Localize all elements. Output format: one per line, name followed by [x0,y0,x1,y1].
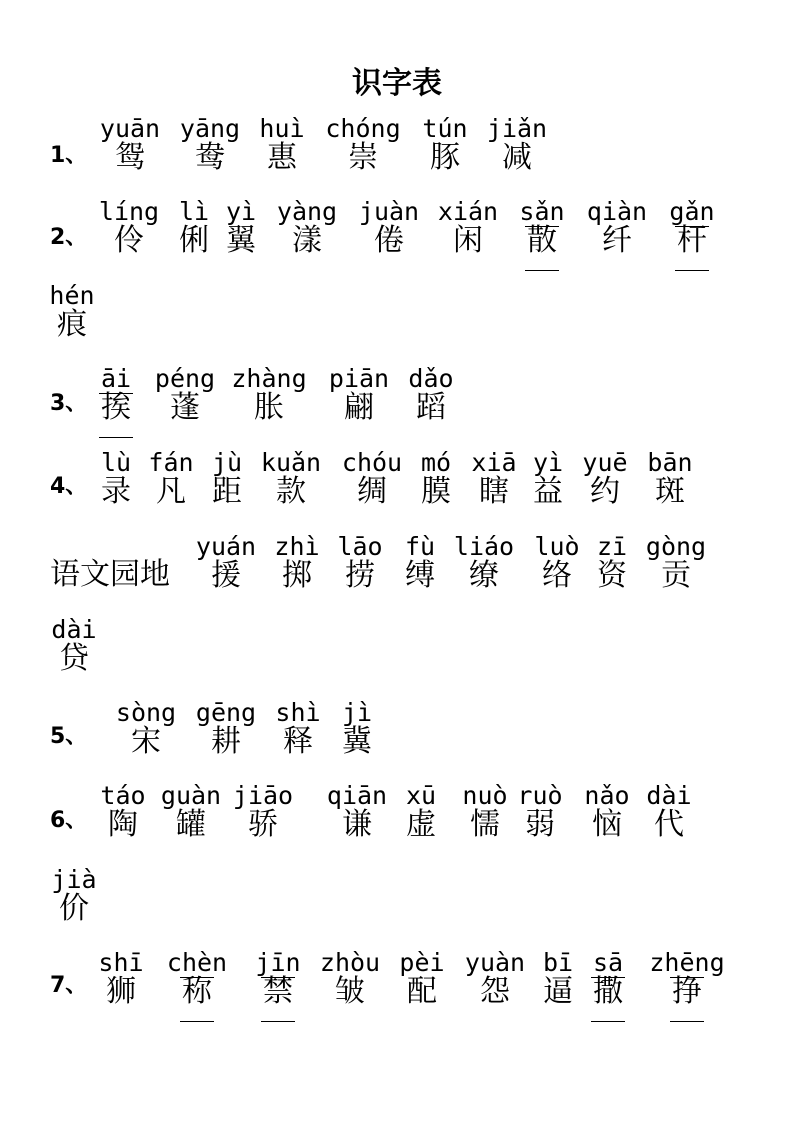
chinese-character: 逼 [543,974,573,1009]
chinese-character: 闲 [453,223,483,258]
chinese-character: 凡 [156,474,186,509]
pinyin: gòng [645,532,707,561]
pinyin: jià [51,865,97,894]
pinyin: yàng [276,197,338,226]
pinyin: guàn [160,781,222,810]
pinyin: zhēng [649,948,725,977]
pinyin: zī [596,532,628,561]
pinyin: bān [647,448,693,477]
chinese-character: 翼 [226,223,256,258]
polyphone-line-upper [180,977,214,978]
chinese-character: 崇 [348,140,378,175]
pinyin: yuān [99,114,161,143]
pinyin: sā [592,948,624,977]
chinese-character: 捞 [345,558,375,593]
chinese-character: 贷 [59,641,89,676]
chinese-character: 绸 [357,474,387,509]
chinese-character: 减 [502,140,532,175]
chinese-character: 款 [276,474,306,509]
pinyin: sǎn [519,197,565,226]
chinese-character: 膜 [421,474,451,509]
polyphone-line-lower [261,1021,295,1022]
chinese-character: 录 [101,474,131,509]
chinese-character: 弱 [525,807,555,842]
chinese-character: 翩 [344,390,374,425]
chinese-character: 伶 [114,223,144,258]
chinese-character: 称 [182,974,212,1009]
section-label: 2、 [50,225,88,250]
section-label: 6、 [50,808,88,833]
pinyin: liáo [453,532,515,561]
pinyin: xián [437,197,499,226]
polyphone-line-lower [670,1021,704,1022]
chinese-character: 痕 [57,307,87,342]
chinese-character: 代 [654,807,684,842]
pinyin: zhòu [319,948,381,977]
polyphone-line-upper [675,226,709,227]
pinyin: shī [98,948,144,977]
section-label: 3、 [50,391,88,416]
pinyin: lù [100,448,132,477]
pinyin: chóu [341,448,403,477]
chinese-character: 陶 [108,807,138,842]
pinyin: fán [148,448,194,477]
chinese-character: 挣 [672,974,702,1009]
chinese-character: 撒 [593,974,623,1009]
chinese-character: 耕 [211,724,241,759]
chinese-character: 皱 [335,974,365,1009]
chinese-character: 配 [407,974,437,1009]
chinese-character: 缚 [405,558,435,593]
pinyin: luò [534,532,580,561]
chinese-character: 援 [211,558,241,593]
pinyin: gēng [195,698,257,727]
chinese-character: 释 [283,724,313,759]
pinyin: nuò [462,781,508,810]
chinese-character: 禁 [263,974,293,1009]
pinyin: xiā [471,448,517,477]
pinyin: chóng [325,114,401,143]
pinyin: piān [328,364,390,393]
section-label: 4、 [50,474,88,499]
pinyin: yuán [195,532,257,561]
polyphone-line-lower [180,1021,214,1022]
chinese-character: 倦 [374,223,404,258]
chinese-character: 斑 [655,474,685,509]
chinese-character: 鸯 [195,140,225,175]
pinyin: pèi [399,948,445,977]
chinese-character: 谦 [342,807,372,842]
pinyin: dài [51,615,97,644]
polyphone-line-lower [591,1021,625,1022]
chinese-character: 贡 [661,558,691,593]
chinese-character: 胀 [254,390,284,425]
pinyin: mó [420,448,452,477]
pinyin: sòng [115,698,177,727]
chinese-character: 杆 [677,223,707,258]
section-label: 7、 [50,973,88,998]
pinyin: shì [275,698,321,727]
chinese-character: 距 [212,474,242,509]
chinese-character: 散 [527,223,557,258]
chinese-character: 约 [590,474,620,509]
section-label: 语文园地 [50,557,170,592]
pinyin: lāo [337,532,383,561]
pinyin: yāng [179,114,241,143]
pinyin: lì [178,197,210,226]
section-label: 1、 [50,143,88,168]
page-title: 识字表 [352,66,442,101]
pinyin: chèn [166,948,228,977]
chinese-character: 宋 [131,724,161,759]
section-label: 5、 [50,724,88,749]
pinyin: ruò [517,781,563,810]
chinese-character: 冀 [342,724,372,759]
pinyin: táo [100,781,146,810]
pinyin: líng [98,197,160,226]
chinese-character: 络 [542,558,572,593]
chinese-character: 益 [533,474,563,509]
pinyin: jì [341,698,373,727]
chinese-character: 虚 [406,807,436,842]
polyphone-line-upper [525,226,559,227]
chinese-character: 懦 [470,807,500,842]
chinese-character: 豚 [430,140,460,175]
pinyin: yì [532,448,564,477]
polyphone-line-lower [99,437,133,438]
chinese-character: 骄 [248,807,278,842]
chinese-character: 罐 [176,807,206,842]
chinese-character: 价 [59,891,89,926]
pinyin: hén [49,281,95,310]
pinyin: gǎn [669,197,715,226]
pinyin: qiān [326,781,388,810]
chinese-character: 恼 [592,807,622,842]
pinyin: tún [422,114,468,143]
chinese-character: 俐 [179,223,209,258]
chinese-character: 纤 [602,223,632,258]
polyphone-line-upper [670,977,704,978]
pinyin: dài [646,781,692,810]
pinyin: zhàng [231,364,307,393]
pinyin: āi [100,364,132,393]
pinyin: kuǎn [260,448,322,477]
pinyin: jiǎn [486,114,548,143]
pinyin: yì [225,197,257,226]
chinese-character: 怨 [480,974,510,1009]
chinese-character: 掷 [282,558,312,593]
pinyin: jiāo [232,781,294,810]
pinyin: juàn [358,197,420,226]
pinyin: bī [542,948,574,977]
chinese-character: 资 [597,558,627,593]
chinese-character: 鸳 [115,140,145,175]
polyphone-line-lower [675,270,709,271]
polyphone-line-upper [261,977,295,978]
chinese-character: 缭 [469,558,499,593]
pinyin: jù [211,448,243,477]
pinyin: fù [404,532,436,561]
pinyin: yuē [582,448,628,477]
chinese-character: 蓬 [170,390,200,425]
pinyin: jīn [255,948,301,977]
pinyin: péng [154,364,216,393]
chinese-character: 瞎 [479,474,509,509]
pinyin: zhì [274,532,320,561]
chinese-character: 漾 [292,223,322,258]
pinyin: huì [259,114,305,143]
pinyin: nǎo [584,781,630,810]
chinese-character: 蹈 [416,390,446,425]
pinyin: dǎo [408,364,454,393]
polyphone-line-upper [591,977,625,978]
pinyin: xū [405,781,437,810]
polyphone-line-upper [99,393,133,394]
polyphone-line-lower [525,270,559,271]
chinese-character: 惠 [267,140,297,175]
pinyin: qiàn [586,197,648,226]
chinese-character: 狮 [106,974,136,1009]
pinyin: yuàn [464,948,526,977]
chinese-character: 挨 [101,390,131,425]
